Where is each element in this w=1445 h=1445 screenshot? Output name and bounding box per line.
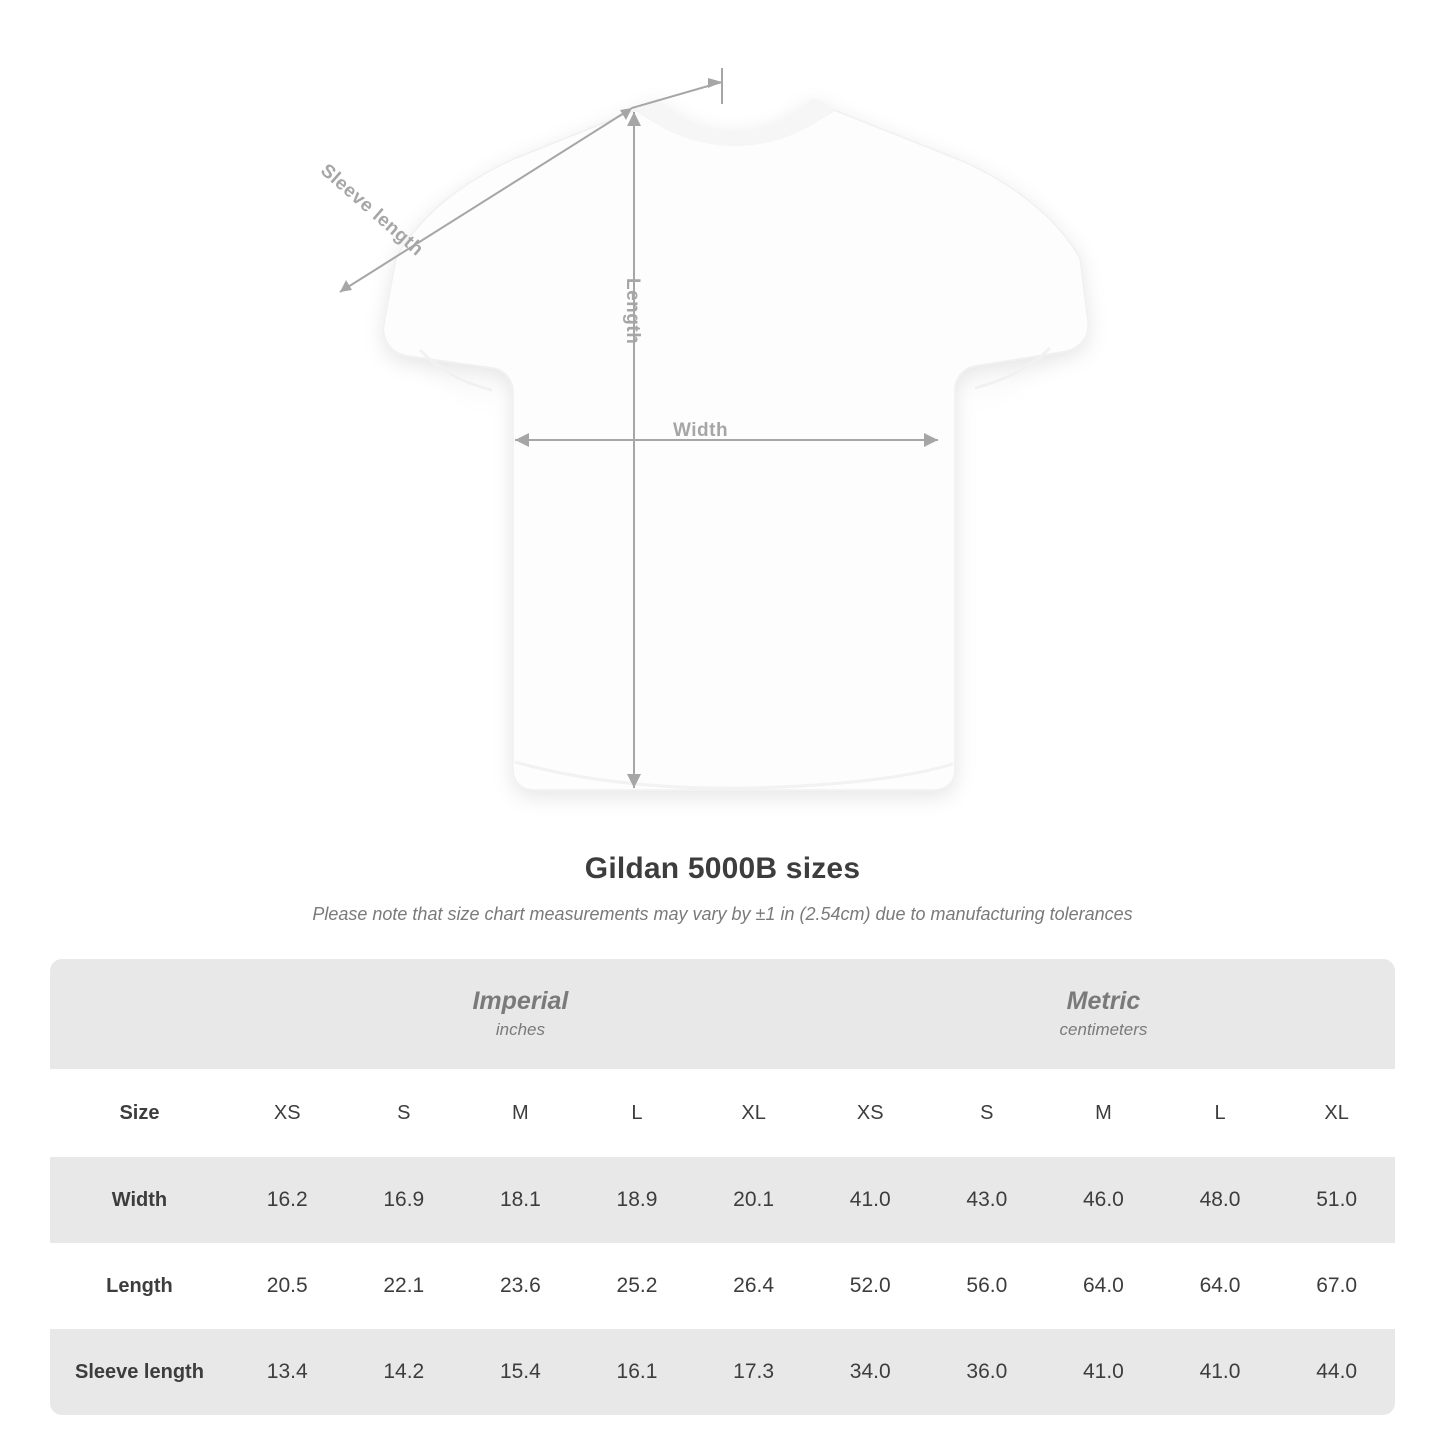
cell-sleeve-metric-s: 36.0: [929, 1329, 1046, 1415]
cell-length-metric-s: 56.0: [929, 1243, 1046, 1329]
cell-width-imperial-xs: 16.2: [229, 1157, 346, 1243]
cell-width-metric-xs: 41.0: [812, 1157, 929, 1243]
col-header-imperial-xs: XS: [229, 1069, 346, 1157]
title-block: [0, 852, 1445, 925]
cell-sleeve-imperial-m: 15.4: [462, 1329, 579, 1415]
cell-width-imperial-m: 18.1: [462, 1157, 579, 1243]
cell-length-imperial-s: 22.1: [346, 1243, 463, 1329]
width-label: Width: [673, 420, 729, 441]
unit-group-metric-sub: centimeters: [1059, 1019, 1148, 1039]
col-header-metric-s: S: [929, 1069, 1046, 1157]
row-label-sleeve-length: Sleeve length: [50, 1329, 229, 1415]
row-header-size: Size: [50, 1069, 229, 1157]
cell-sleeve-metric-xs: 34.0: [812, 1329, 929, 1415]
cell-sleeve-metric-xl: 44.0: [1278, 1329, 1395, 1415]
page-title: Gildan 5000B sizes: [584, 852, 861, 885]
col-header-imperial-l: L: [579, 1069, 696, 1157]
cell-sleeve-metric-m: 41.0: [1045, 1329, 1162, 1415]
cell-width-metric-s: 43.0: [929, 1157, 1046, 1243]
size-table: [50, 959, 1395, 1415]
cell-sleeve-imperial-l: 16.1: [579, 1329, 696, 1415]
cell-length-imperial-m: 23.6: [462, 1243, 579, 1329]
cell-length-metric-xs: 52.0: [812, 1243, 929, 1329]
unit-group-metric: [812, 959, 1395, 1069]
col-header-imperial-xl: XL: [695, 1069, 812, 1157]
col-header-imperial-s: S: [346, 1069, 463, 1157]
cell-width-imperial-s: 16.9: [346, 1157, 463, 1243]
unit-group-imperial-name: Imperial: [472, 987, 569, 1016]
length-label: Length: [622, 278, 643, 345]
cell-length-metric-l: 64.0: [1162, 1243, 1279, 1329]
cell-length-imperial-xs: 20.5: [229, 1243, 346, 1329]
unit-spacer-cell: [50, 959, 229, 1069]
table-row: [50, 1243, 1395, 1329]
cell-length-imperial-l: 25.2: [579, 1243, 696, 1329]
cell-sleeve-imperial-xl: 17.3: [695, 1329, 812, 1415]
col-header-metric-xl: XL: [1278, 1069, 1395, 1157]
cell-sleeve-metric-l: 41.0: [1162, 1329, 1279, 1415]
size-header-row: [50, 1069, 1395, 1157]
cell-width-metric-l: 48.0: [1162, 1157, 1279, 1243]
unit-group-metric-name: Metric: [1066, 987, 1141, 1016]
cell-width-imperial-l: 18.9: [579, 1157, 696, 1243]
col-header-imperial-m: M: [462, 1069, 579, 1157]
table-row: [50, 1329, 1395, 1415]
row-label-width: Width: [50, 1157, 229, 1243]
cell-length-metric-m: 64.0: [1045, 1243, 1162, 1329]
col-header-metric-xs: XS: [812, 1069, 929, 1157]
cell-length-imperial-xl: 26.4: [695, 1243, 812, 1329]
measurement-note: Please note that size chart measurements may vary by ±1 in (2.54cm) due to manufacturing tolerances: [312, 904, 1133, 924]
unit-group-imperial-sub: inches: [495, 1019, 545, 1039]
unit-group-imperial: [229, 959, 812, 1069]
cell-sleeve-imperial-xs: 13.4: [229, 1329, 346, 1415]
cell-sleeve-imperial-s: 14.2: [346, 1329, 463, 1415]
cell-width-metric-xl: 51.0: [1278, 1157, 1395, 1243]
row-label-length: Length: [50, 1243, 229, 1329]
sleeve-length-label: Sleeve length: [316, 160, 428, 261]
col-header-metric-l: L: [1162, 1069, 1279, 1157]
cell-length-metric-xl: 67.0: [1278, 1243, 1395, 1329]
table-row: [50, 1157, 1395, 1243]
col-header-metric-m: M: [1045, 1069, 1162, 1157]
unit-group-row: [50, 959, 1395, 1069]
cell-width-metric-m: 46.0: [1045, 1157, 1162, 1243]
cell-width-imperial-xl: 20.1: [695, 1157, 812, 1243]
size-table-wrapper: [50, 959, 1395, 1415]
